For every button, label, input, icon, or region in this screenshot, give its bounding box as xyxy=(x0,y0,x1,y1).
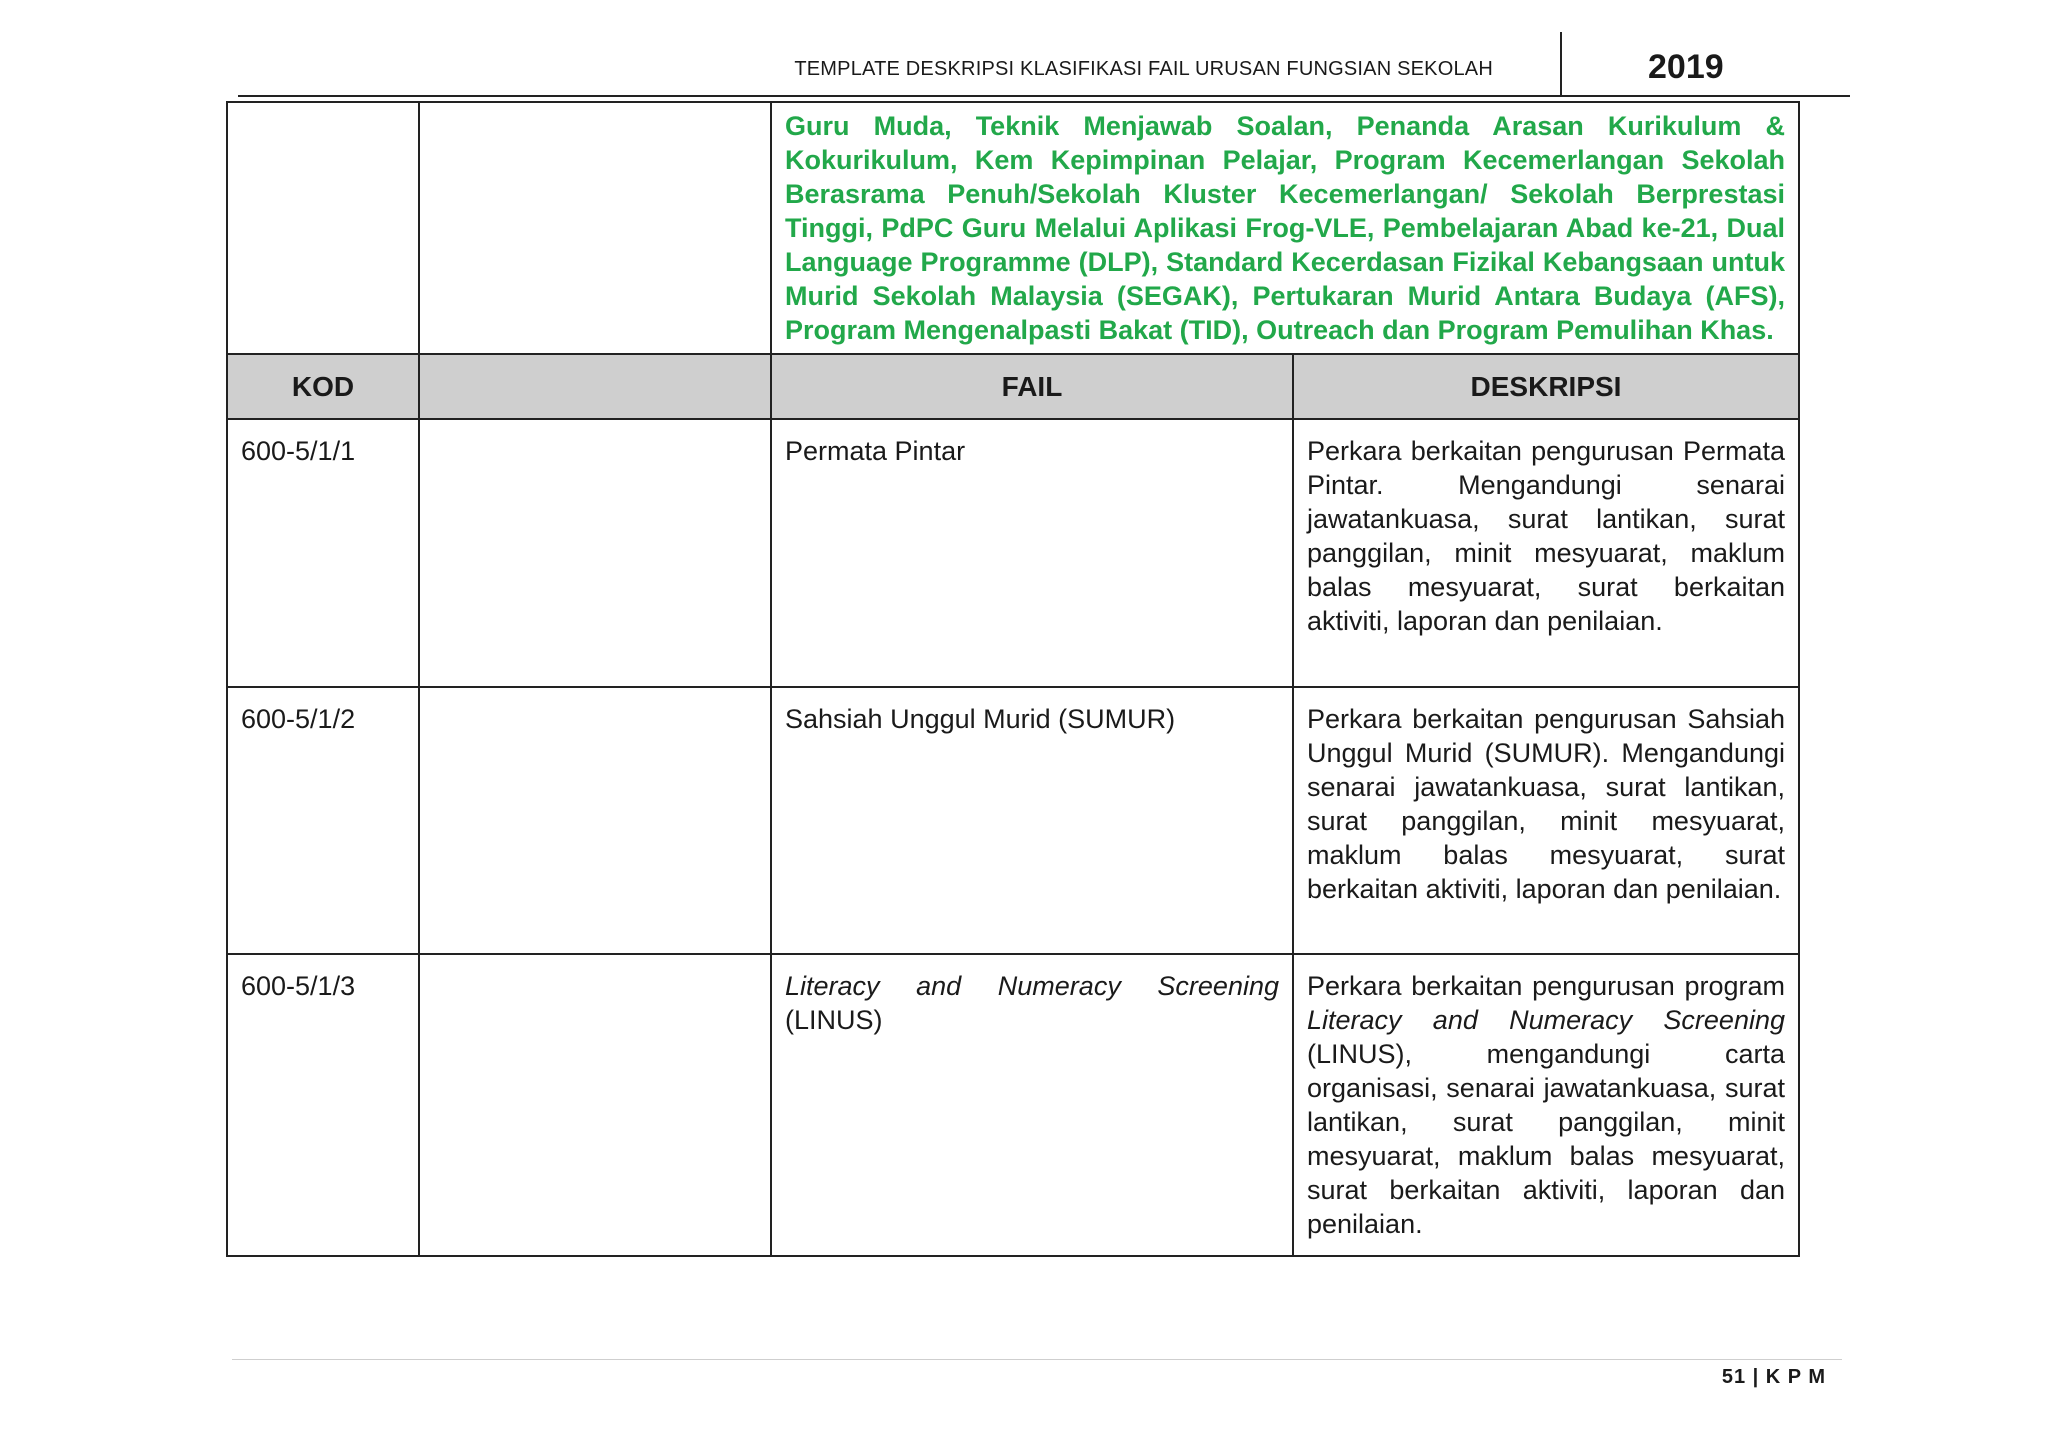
kod-cell: 600-5/1/1 xyxy=(227,419,419,687)
kod-cell: 600-5/1/2 xyxy=(227,687,419,954)
table-header-row xyxy=(227,354,1799,419)
fail-cell xyxy=(771,954,1293,1256)
footer-rule xyxy=(232,1359,1842,1360)
desc-italic-text: Literacy and Numeracy Screening xyxy=(1307,1005,1785,1035)
blank-cell xyxy=(419,954,771,1256)
fail-cell: Permata Pintar xyxy=(771,419,1293,687)
desc-text-2: (LINUS), mengandungi carta organisasi, senarai jawatankuasa, surat lantikan, surat panggilan, minit mesyuarat, maklum balas mesyuarat, surat berkaitan aktiviti, laporan dan penilaian. xyxy=(1307,1039,1785,1239)
header-rule xyxy=(238,95,1850,97)
continuation-kod-cell xyxy=(227,102,419,354)
continuation-row xyxy=(227,102,1799,354)
header-blank xyxy=(419,354,771,419)
header-deskripsi: DESKRIPSI xyxy=(1293,354,1799,419)
continuation-text: Guru Muda, Teknik Menjawab Soalan, Penanda Arasan Kurikulum & Kokurikulum, Kem Kepimpinan Pelajar, Program Kecemerlangan Sekolah Berasrama Penuh/Sekolah Kluster Kecemerlangan/ Sekolah Berprestasi Tinggi, PdPC Guru Melalui Aplikasi Frog-VLE, Pembelajaran Abad ke-21, Dual Language Programme (DLP), Standard Kecerdasan Fizikal Kebangsaan untuk Murid Sekolah Malaysia (SEGAK), Pertukaran Murid Antara Budaya (AFS), Program Mengenalpasti Bakat (TID), Outreach dan Program Pemulihan Khas. xyxy=(771,102,1799,354)
deskripsi-cell xyxy=(1293,954,1799,1256)
classification-table xyxy=(226,101,1800,1257)
blank-cell xyxy=(419,687,771,954)
fail-rest-text: (LINUS) xyxy=(785,1005,883,1035)
table-row xyxy=(227,687,1799,954)
document-year: 2019 xyxy=(1648,48,1724,86)
page-number: 51 | K P M xyxy=(1721,1366,1826,1388)
kod-cell: 600-5/1/3 xyxy=(227,954,419,1256)
table-row xyxy=(227,419,1799,687)
header-fail: FAIL xyxy=(771,354,1293,419)
continuation-blank-cell xyxy=(419,102,771,354)
desc-text-1: Perkara berkaitan pengurusan program xyxy=(1307,971,1785,1001)
header-kod: KOD xyxy=(227,354,419,419)
fail-cell: Sahsiah Unggul Murid (SUMUR) xyxy=(771,687,1293,954)
table-row xyxy=(227,954,1799,1256)
blank-cell xyxy=(419,419,771,687)
document-header-title: TEMPLATE DESKRIPSI KLASIFIKASI FAIL URUSAN FUNGSIAN SEKOLAH xyxy=(794,58,1493,80)
deskripsi-cell: Perkara berkaitan pengurusan Permata Pintar. Mengandungi senarai jawatankuasa, surat lantikan, surat panggilan, minit mesyuarat, maklum balas mesyuarat, surat berkaitan aktiviti, laporan dan penilaian. xyxy=(1293,419,1799,687)
header-divider xyxy=(1560,32,1562,96)
fail-italic-text: Literacy and Numeracy Screening xyxy=(785,971,1279,1001)
deskripsi-cell: Perkara berkaitan pengurusan Sahsiah Unggul Murid (SUMUR). Mengandungi senarai jawatankuasa, surat lantikan, surat panggilan, minit mesyuarat, maklum balas mesyuarat, surat berkaitan aktiviti, laporan dan penilaian. xyxy=(1293,687,1799,954)
